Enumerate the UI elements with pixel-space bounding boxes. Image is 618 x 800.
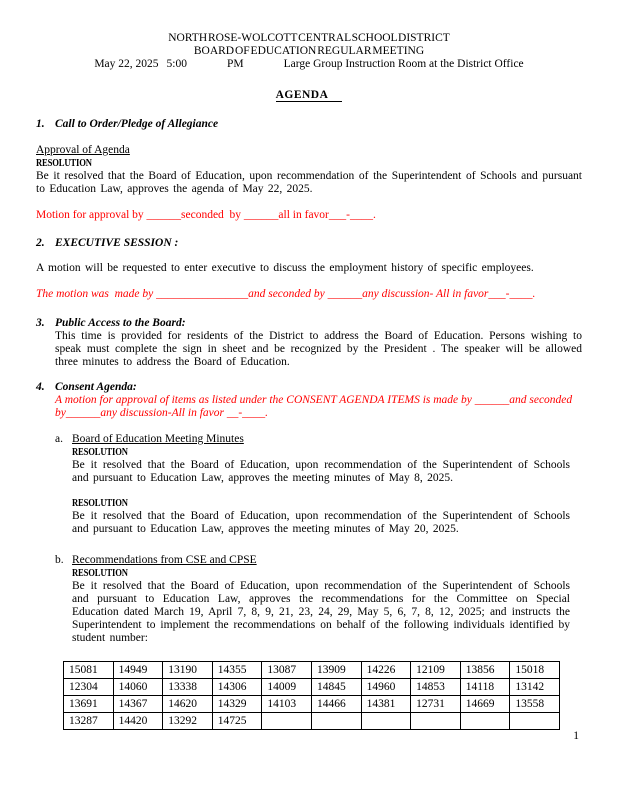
resolution-label: RESOLUTION	[72, 568, 128, 579]
page-number: 1	[573, 730, 579, 742]
student-number-cell: 15081	[64, 662, 114, 679]
resolution-label: RESOLUTION	[72, 447, 128, 458]
student-number-cell: 14669	[460, 696, 510, 713]
student-number-cell: 13558	[510, 696, 560, 713]
section-3-body: This time is provided for residents of the District to address the Board of Education. Persons wishing to speak must complete the sign in sheet and be recognized by the President . The speaker will be allowed three minutes to address the Board of Education.	[55, 330, 582, 368]
consent-item-a-heading: Board of Education Meeting Minutes	[72, 433, 244, 445]
student-number-cell: 13691	[64, 696, 114, 713]
consent-item-a-resolution-2: Be it resolved that the Board of Education, upon recommendation of the Superintendent of Schools and pursuant to Education Law, approves the meeting minutes of May 20, 2025.	[72, 510, 570, 535]
student-number-cell: 14009	[262, 679, 312, 696]
student-number-cell	[411, 713, 461, 730]
section-1-number: 1.	[36, 118, 45, 130]
section-1-title: Call to Order/Pledge of Allegiance	[55, 118, 219, 130]
student-number-cell: 14367	[113, 696, 163, 713]
table-row	[64, 696, 560, 713]
student-number-cell: 13287	[64, 713, 114, 730]
student-number-cell	[311, 713, 361, 730]
consent-item-b	[55, 554, 582, 645]
meeting-title: BOARD OF EDUCATION REGULAR MEETING	[193, 45, 425, 57]
student-number-cell: 14620	[163, 696, 213, 713]
section-3-title: Public Access to the Board:	[55, 317, 186, 329]
student-number-cell	[361, 713, 411, 730]
section-4-number: 4.	[36, 381, 45, 393]
section-2-body: A motion will be requested to enter executive to discuss the employment history of specific employees.	[36, 262, 534, 274]
section-4-title: Consent Agenda:	[55, 381, 137, 393]
student-number-cell: 14355	[212, 662, 262, 679]
section-4-consent-agenda	[36, 381, 582, 645]
agenda-heading: AGENDA	[276, 89, 343, 102]
student-number-cell: 13087	[262, 662, 312, 679]
consent-item-a	[55, 433, 582, 536]
motion-line-section-1: Motion for approval by ______seconded by ______all in favor___-____.	[36, 209, 376, 221]
resolution-label: RESOLUTION	[72, 498, 128, 509]
student-number-cell: 14725	[212, 713, 262, 730]
table-row	[64, 713, 560, 730]
table-row	[64, 662, 560, 679]
approval-of-agenda-block	[36, 144, 582, 196]
meeting-meridiem: PM	[226, 58, 244, 70]
student-number-cell: 14853	[411, 679, 461, 696]
section-1-call-to-order	[36, 118, 582, 131]
student-number-cell: 15018	[510, 662, 560, 679]
student-number-cell: 14060	[113, 679, 163, 696]
student-number-cell	[262, 713, 312, 730]
student-number-cell: 12109	[411, 662, 461, 679]
student-number-cell: 13292	[163, 713, 213, 730]
consent-item-b-letter: b.	[55, 554, 64, 566]
agenda-heading-row	[36, 89, 582, 102]
section-2-number: 2.	[36, 237, 45, 249]
meeting-location: Large Group Instruction Room at the District Office	[283, 58, 524, 70]
motion-line-section-4: A motion for approval of items as listed under the CONSENT AGENDA ITEMS is made by ______and seconded by______any discussion-All in favor __-____.	[55, 394, 576, 419]
motion-line-section-2: The motion was made by ________________and seconded by ______any discussion- All in favor___-____.	[36, 288, 536, 300]
student-number-cell: 12304	[64, 679, 114, 696]
section-2-title: EXECUTIVE SESSION :	[55, 237, 179, 249]
section-3-number: 3.	[36, 317, 45, 329]
district-title: NORTH ROSE-WOLCOTT CENTRAL SCHOOL DISTRICT	[168, 32, 450, 44]
consent-item-b-heading: Recommendations from CSE and CPSE	[72, 554, 257, 566]
table-row	[64, 679, 560, 696]
student-number-cell: 13142	[510, 679, 560, 696]
consent-item-a-letter: a.	[55, 433, 63, 445]
consent-item-b-resolution: Be it resolved that the Board of Education, upon recommendation of the Superintendent of Schools and pursuant to Education Law, approves the recommendations for the Committee on Special Education dated March 19, April 7, 8, 9, 21, 23, 24, 29, May 5, 6, 7, 8, 12, 2025; and instructs the Superintendent to implement the recommendations on behalf of the following individuals identified by student number:	[72, 580, 570, 644]
student-number-cell	[510, 713, 560, 730]
student-number-cell: 14949	[113, 662, 163, 679]
student-number-cell: 14381	[361, 696, 411, 713]
meeting-time: 5:00	[166, 58, 187, 70]
student-number-cell: 12731	[411, 696, 461, 713]
student-number-cell: 14960	[361, 679, 411, 696]
student-number-cell: 13190	[163, 662, 213, 679]
student-number-cell: 13856	[460, 662, 510, 679]
section-3-public-access	[36, 317, 582, 369]
section-2-executive-session	[36, 237, 582, 250]
meeting-date: May 22, 2025	[94, 58, 159, 70]
student-number-cell: 14103	[262, 696, 312, 713]
student-number-cell: 14306	[212, 679, 262, 696]
student-number-table	[63, 661, 560, 730]
meeting-info-line	[36, 58, 582, 71]
student-number-cell: 14845	[311, 679, 361, 696]
student-number-cell: 13909	[311, 662, 361, 679]
approval-of-agenda-heading: Approval of Agenda	[36, 144, 130, 156]
resolution-text: Be it resolved that the Board of Education, upon recommendation of the Superintendent of Schools and pursuant to Education Law, approves the agenda of May 22, 2025.	[36, 170, 582, 195]
consent-item-a-resolution-1: Be it resolved that the Board of Education, upon recommendation of the Superintendent of Schools and pursuant to Education Law, approves the meeting minutes of May 8, 2025.	[72, 459, 570, 484]
student-number-cell: 13338	[163, 679, 213, 696]
student-number-cell: 14466	[311, 696, 361, 713]
student-number-cell: 14329	[212, 696, 262, 713]
student-number-cell	[460, 713, 510, 730]
student-number-cell: 14420	[113, 713, 163, 730]
student-number-cell: 14118	[460, 679, 510, 696]
resolution-label: RESOLUTION	[36, 158, 92, 169]
student-number-cell: 14226	[361, 662, 411, 679]
